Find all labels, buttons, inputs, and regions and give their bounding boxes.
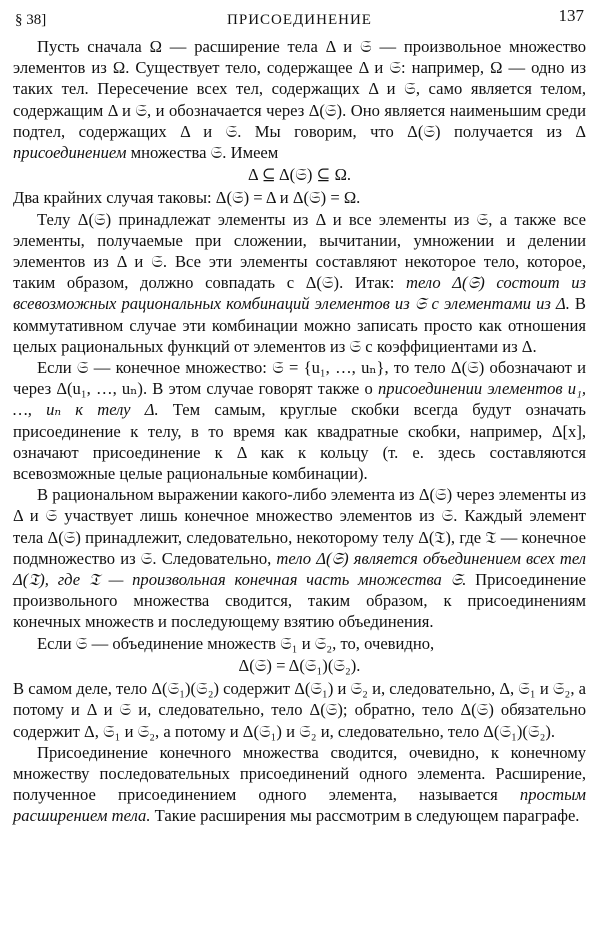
- text-run: Телу Δ(𝔖) принадлежат элементы из Δ и все элементы из 𝔖, а также все элементы, получаемые при сложении, вычитании, умножении и делении элементов из Δ и 𝔖. Все эти элементы составляют некоторое тело, которое, таким образом, должно совпадать с Δ(𝔖). Итак:: [13, 209, 586, 293]
- text-run: Такие расширения мы рассмотрим в следующем параграфе.: [150, 806, 580, 826]
- text-run: В рациональном выражении какого-либо элемента из Δ(𝔖) через элементы из Δ и 𝔖 участвует лишь конечное множество элементов из 𝔖. Каждый элемент тела Δ(𝔖) принадлежит, следовательно, некоторому телу Δ(𝔗), где 𝔗 — конечное подмножество из 𝔖. Следовательно,: [13, 485, 586, 568]
- text-run: Пусть сначала Ω — расширение тела Δ и 𝔖 — произвольное множество элементов из Ω. Существует тело, содержащее Δ и 𝔖: например, Ω — одно из таких тел. Пересечение всех тел, содержащих Δ и 𝔖, само является телом, содержащим Δ и 𝔖, и обозначается через Δ(𝔖). Оно является наименьшим среди подтел, содержащих Δ и 𝔖. Мы говорим, что Δ(𝔖) получается из Δ: [13, 37, 586, 141]
- text-run: В коммутативном случае эти комбинации можно записать просто как отношения целых рациональных функций от элементов из 𝔖 с коэффициентами из Δ.: [13, 294, 586, 356]
- text-run: Если 𝔖 — объединение множеств 𝔖₁ и 𝔖₂, то, очевидно,: [37, 633, 435, 653]
- paragraph: [13, 484, 586, 632]
- paragraph: [13, 357, 586, 484]
- text-run: Если 𝔖 — конечное множество: 𝔖 = {u₁, …, uₙ}, то тело Δ(𝔖) обозначают и через Δ(u₁, …, uₙ). В этом случае говорят также о: [13, 358, 586, 399]
- page-number: 137: [558, 6, 584, 25]
- text-run: множества 𝔖. Имеем: [126, 143, 279, 163]
- display-formula: Δ ⊆ Δ(𝔖) ⊆ Ω.: [247, 165, 352, 185]
- italic-run: тело Δ(𝔖) состоит из всевозможных рациональных комбинаций элементов из 𝔖 с элементами из Δ.: [13, 273, 586, 314]
- text-run: Присоединение произвольного множества сводится, таким образом, к присоединениям конечных множеств и последующему взятию объединения.: [13, 570, 586, 632]
- paragraph: [13, 742, 586, 827]
- italic-run: простым расширением тела.: [13, 785, 586, 826]
- running-header: [13, 6, 586, 36]
- paragraph: [13, 209, 586, 357]
- paragraph: [13, 678, 586, 742]
- paragraph: [13, 633, 586, 654]
- paragraph: [13, 36, 586, 163]
- text-run: Тем самым, круглые скобки всегда будут означать присоединение к телу, в то время как квадратные скобки, например, Δ[x], означают присоединение к Δ как к кольцу (т. е. здесь составляются всевозможные целые рациональные комбинации).: [13, 400, 586, 484]
- text-run: Присоединение конечного множества сводится, очевидно, к конечному множеству последовательных присоединений одного элемента. Расширение, полученное присоединением одного элемента, называется: [13, 742, 586, 805]
- section-marker: § 38]: [15, 12, 47, 28]
- paragraph: [13, 187, 586, 208]
- italic-run: присоединением: [13, 143, 127, 163]
- italic-run: присоединении элементов u₁, …, uₙ к телу Δ.: [13, 379, 587, 420]
- running-title: ПРИСОЕДИНЕНИЕ: [227, 12, 372, 28]
- page-body: [13, 36, 586, 827]
- display-formula: Δ(𝔖) = Δ(𝔖₁)(𝔖₂).: [238, 655, 361, 675]
- italic-run: тело Δ(𝔖) является объединением всех тел Δ(𝔗), где 𝔗 — произвольная конечная часть множества 𝔖.: [13, 548, 586, 590]
- text-run: В самом деле, тело Δ(𝔖₁)(𝔖₂) содержит Δ(𝔖₁) и 𝔖₂ и, следовательно, Δ, 𝔖₁ и 𝔖₂, а потому и Δ и 𝔖 и, следовательно, тело Δ(𝔖); обратно, тело Δ(𝔖) обязательно содержит Δ, 𝔖₁ и 𝔖₂, а потому и Δ(𝔖₁) и 𝔖₂ и, следовательно, тело Δ(𝔖₁)(𝔖₂).: [13, 679, 586, 741]
- text-run: Два крайних случая таковы: Δ(𝔖) = Δ и Δ(𝔖) = Ω.: [13, 188, 361, 208]
